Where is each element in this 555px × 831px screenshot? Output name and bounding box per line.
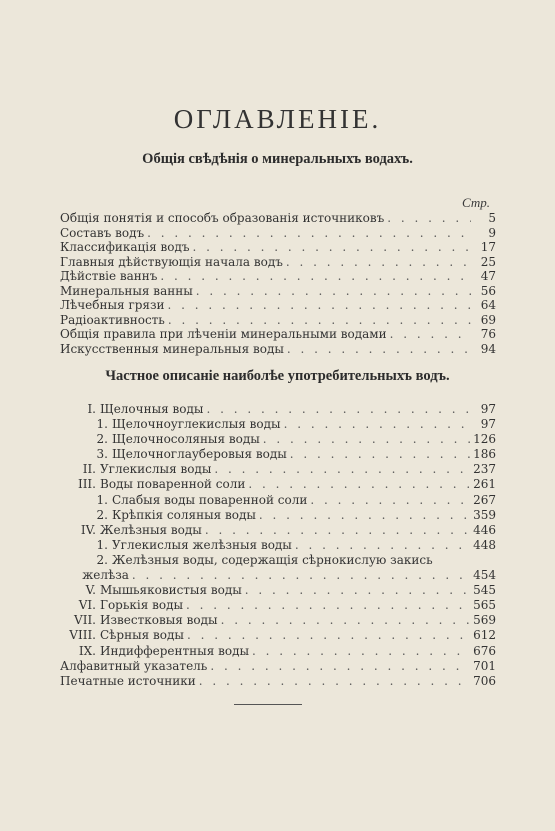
toc-entry-page: 565 xyxy=(473,598,496,613)
toc-entry-page: 97 xyxy=(480,417,496,432)
toc-general xyxy=(60,211,496,356)
toc-entry-page: 126 xyxy=(473,432,496,447)
dot-leader xyxy=(168,298,471,313)
toc-entry-title: Алфавитный указатель xyxy=(60,658,208,673)
dot-leader xyxy=(214,462,470,477)
toc-entry-page: 47 xyxy=(480,269,496,283)
toc-entry-title: Дѣйствіе ваннъ xyxy=(60,269,158,283)
toc-entry-page: 545 xyxy=(473,583,496,598)
toc-entry-number: II. xyxy=(82,462,96,477)
toc-entry xyxy=(60,583,496,598)
toc-entry-page: 569 xyxy=(473,613,496,628)
toc-entry-title: Воды поваренной соли xyxy=(100,477,246,492)
dot-leader xyxy=(160,269,471,284)
toc-entry-number: VII. xyxy=(74,613,96,628)
toc-entry xyxy=(60,284,496,299)
toc-entry-page: 612 xyxy=(473,628,496,643)
dot-leader xyxy=(290,447,470,462)
toc-entry-number: I. xyxy=(87,402,96,416)
toc-entry-title: Желѣзныя воды, содержащія сѣрнокислую закись xyxy=(112,552,433,567)
toc-entry-page: 448 xyxy=(473,537,496,552)
toc-entry xyxy=(60,327,496,342)
dot-leader xyxy=(287,342,471,357)
toc-entry-title: Сѣрныя воды xyxy=(100,628,184,643)
toc-entry-page: 97 xyxy=(480,402,496,416)
page-column-label: Стр. xyxy=(462,195,490,210)
toc-entry xyxy=(60,298,496,313)
toc-entry-number: 2. xyxy=(96,552,108,567)
end-rule xyxy=(234,704,302,705)
toc-entry xyxy=(60,674,496,689)
toc-entry xyxy=(60,644,496,659)
toc-entry-page: 94 xyxy=(480,341,496,356)
toc-entry-page: 56 xyxy=(480,283,496,298)
toc-entry-title: Крѣпкія соляныя воды xyxy=(112,507,256,522)
dot-leader xyxy=(310,493,470,508)
toc-entry-title: Минеральныя ванны xyxy=(60,283,193,298)
toc-entry-page: 676 xyxy=(473,643,496,658)
dot-leader xyxy=(390,327,471,342)
toc-entry xyxy=(60,447,496,462)
toc-entry-title: Желѣзныя воды xyxy=(100,522,202,537)
toc-entry xyxy=(60,493,496,508)
toc-entry xyxy=(60,432,496,447)
toc-entry-page: 359 xyxy=(473,507,496,522)
toc-entry-title: желѣза xyxy=(82,568,129,583)
toc-entry xyxy=(60,342,496,357)
dot-leader xyxy=(387,211,471,226)
toc-entry-page: 186 xyxy=(473,447,496,462)
toc-entry-title: Общія понятія и способъ образованія источниковъ xyxy=(60,211,385,225)
toc-entry xyxy=(60,613,496,628)
toc-entry-page: 701 xyxy=(473,658,496,673)
toc-entry-number: V. xyxy=(85,583,96,598)
toc-entry-title: Углекислыя желѣзныя воды xyxy=(112,537,292,552)
toc-entry-title: Радіоактивность xyxy=(60,312,165,327)
toc-entry-page: 446 xyxy=(473,522,496,537)
dot-leader xyxy=(205,523,470,538)
toc-entry-title: Щелочныя воды xyxy=(100,402,204,416)
toc-entry-title: Главныя дѣйствующія начала водъ xyxy=(60,254,283,269)
toc-entry xyxy=(60,538,496,553)
dot-leader xyxy=(147,226,471,241)
toc-entry-title: Печатные источники xyxy=(60,673,196,688)
section-heading-general: Общія свѣдѣнія о минеральныхъ водахъ. xyxy=(142,151,413,167)
toc-entry xyxy=(60,568,496,583)
dot-leader xyxy=(132,568,470,583)
toc-specific xyxy=(60,402,496,689)
dot-leader xyxy=(284,417,471,432)
toc-entry xyxy=(60,598,496,613)
toc-entry-title: Щелочноглауберовыя воды xyxy=(112,447,287,462)
toc-entry-page: 454 xyxy=(473,568,496,583)
toc-entry xyxy=(60,269,496,284)
toc-entry-title: Составъ водъ xyxy=(60,225,145,240)
toc-entry xyxy=(60,659,496,674)
dot-leader xyxy=(186,598,470,613)
toc-entry-title: Искусственныя минеральныя воды xyxy=(60,341,284,356)
toc-entry-title: Углекислыя воды xyxy=(100,462,212,477)
toc-entry-number: III. xyxy=(77,477,96,492)
toc-entry-number: 2. xyxy=(96,432,108,447)
dot-leader xyxy=(193,240,472,255)
dot-leader xyxy=(259,508,470,523)
toc-entry xyxy=(60,508,496,523)
toc-entry-page: 17 xyxy=(480,240,496,254)
toc-entry-number: IX. xyxy=(78,643,96,658)
toc-entry-page: 267 xyxy=(473,492,496,507)
dot-leader xyxy=(263,432,470,447)
toc-entry-page: 9 xyxy=(488,225,496,240)
toc-entry-title: Общія правила при лѣченіи минеральными водами xyxy=(60,327,387,341)
toc-entry-number: 3. xyxy=(96,447,108,462)
toc-entry-title: Щелочносоляныя воды xyxy=(112,432,260,447)
dot-leader xyxy=(286,255,471,270)
toc-entry xyxy=(60,313,496,328)
page-title: ОГЛАВЛЕНІЕ. xyxy=(173,104,382,134)
dot-leader xyxy=(187,628,470,643)
toc-entry-page: 64 xyxy=(480,298,496,312)
toc-entry-title: Индифферентныя воды xyxy=(100,643,250,658)
dot-leader xyxy=(206,402,471,417)
toc-entry-title: Лѣчебныя грязи xyxy=(60,298,165,312)
toc-entry xyxy=(60,240,496,255)
dot-leader xyxy=(295,538,470,553)
dot-leader xyxy=(221,613,471,628)
toc-entry-title: Слабыя воды поваренной соли xyxy=(112,492,308,507)
toc-entry-title: Классификація водъ xyxy=(60,240,190,254)
toc-entry-page: 25 xyxy=(480,254,496,269)
toc-entry xyxy=(60,226,496,241)
toc-entry-title: Горькія воды xyxy=(100,598,184,613)
toc-entry-number: 1. xyxy=(96,417,108,432)
toc-entry-page: 76 xyxy=(480,327,496,341)
toc-entry-number: 2. xyxy=(96,507,108,522)
toc-entry-number: IV. xyxy=(80,522,96,537)
toc-entry-number: 1. xyxy=(96,537,108,552)
dot-leader xyxy=(252,644,470,659)
dot-leader xyxy=(168,313,471,328)
toc-entry-page: 706 xyxy=(473,673,496,688)
toc-entry xyxy=(60,553,496,568)
section-heading-specific: Частное описаніе наиболѣе употребительныхъ водъ. xyxy=(105,368,450,384)
toc-entry xyxy=(60,402,496,417)
toc-entry xyxy=(60,462,496,477)
toc-entry xyxy=(60,523,496,538)
toc-entry-page: 261 xyxy=(473,477,496,492)
toc-entry-page: 69 xyxy=(480,312,496,327)
toc-entry-number: 1. xyxy=(96,492,108,507)
toc-entry-title: Щелочноуглекислыя воды xyxy=(112,417,281,432)
toc-entry xyxy=(60,211,496,226)
toc-entry-number: VIII. xyxy=(69,628,96,643)
dot-leader xyxy=(196,284,471,299)
toc-entry xyxy=(60,417,496,432)
dot-leader xyxy=(248,477,470,492)
dot-leader xyxy=(199,674,470,689)
toc-entry-title: Известковыя воды xyxy=(100,613,218,628)
toc-entry xyxy=(60,628,496,643)
toc-entry xyxy=(60,477,496,492)
dot-leader xyxy=(210,659,470,674)
toc-entry xyxy=(60,255,496,270)
dot-leader xyxy=(245,583,470,598)
toc-entry-page: 5 xyxy=(488,211,496,225)
toc-entry-page: 237 xyxy=(473,462,496,477)
toc-entry-title: Мышьяковистыя воды xyxy=(100,583,242,598)
toc-entry-number: VI. xyxy=(78,598,96,613)
